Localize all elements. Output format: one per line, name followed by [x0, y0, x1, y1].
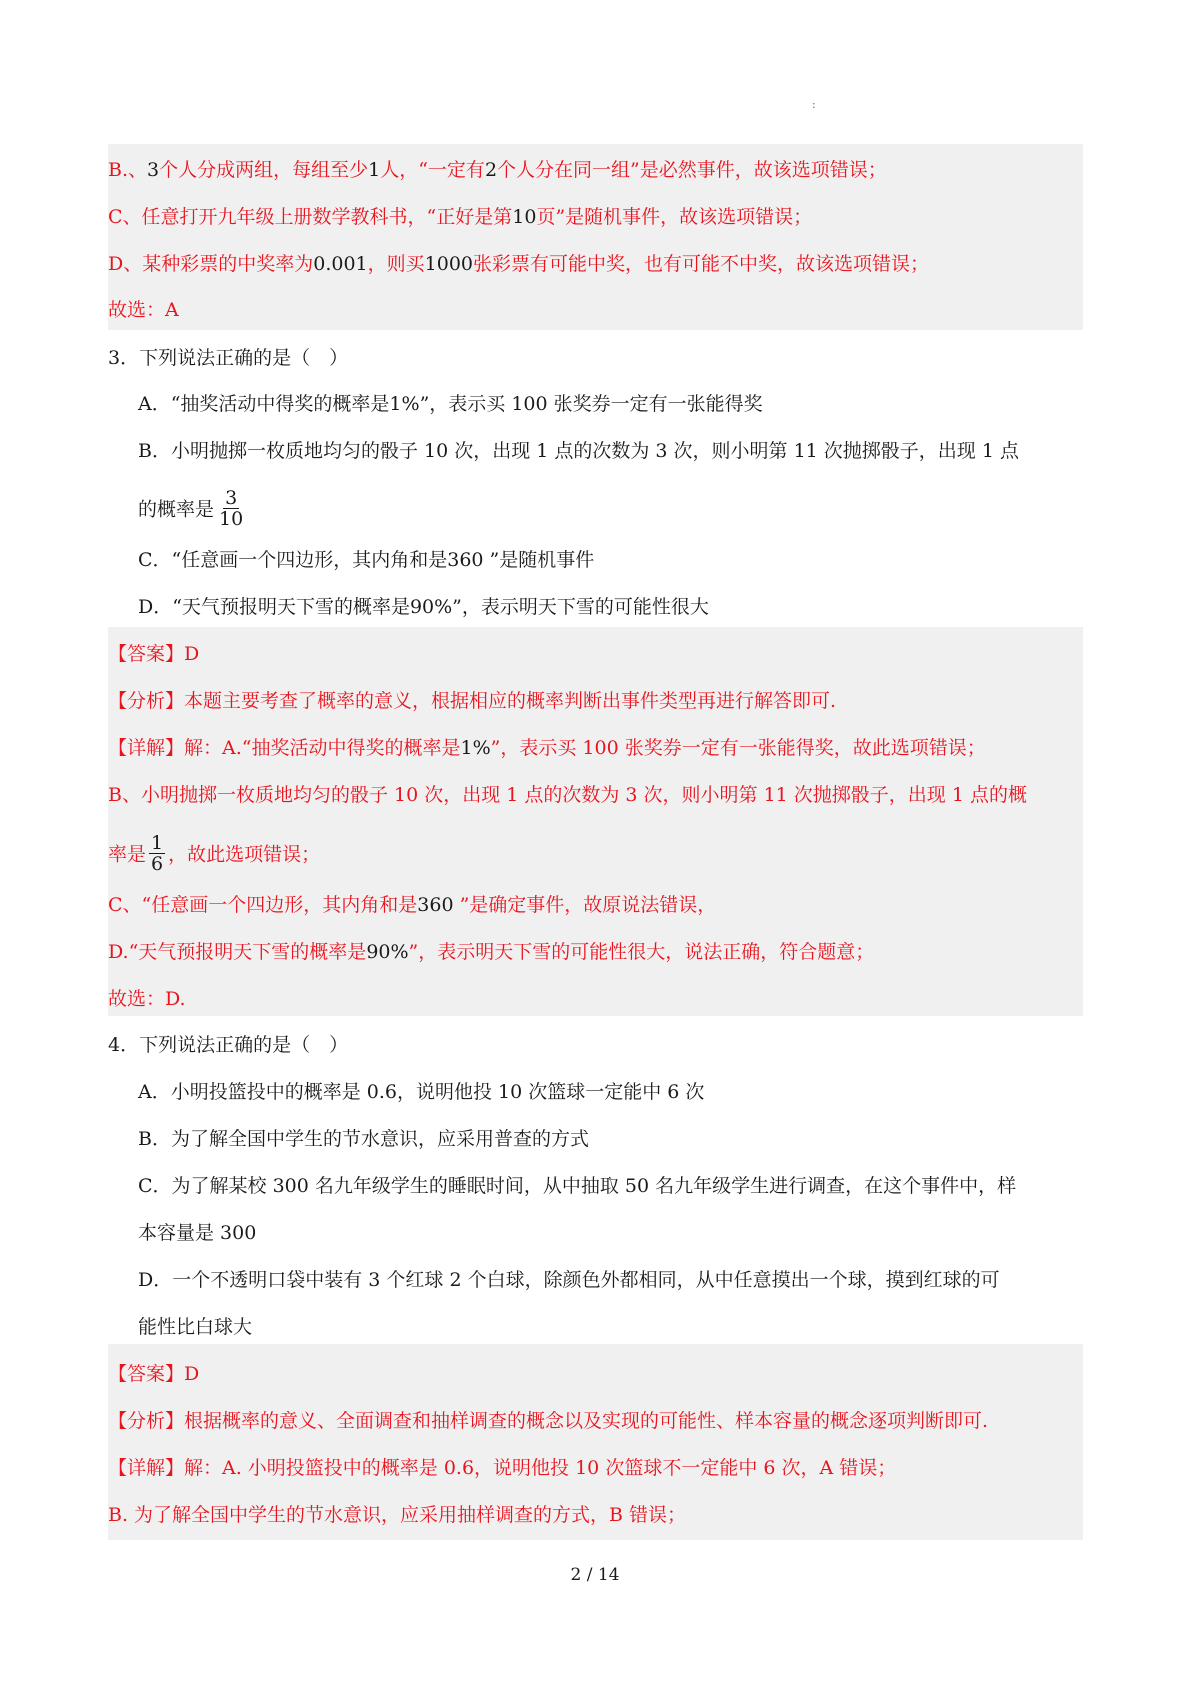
text-fragment: 故选：A — [108, 299, 179, 321]
text-fragment: ”，表示买 100 张奖券一定有一张能得奖，故此选项错误； — [490, 737, 986, 759]
q3-analysis: 【分析】本题主要考查了概率的意义，根据相应的概率判断出事件类型再进行解答即可. — [108, 690, 837, 712]
text-fragment: 10 — [512, 206, 537, 228]
q3-choice: 故选：D. — [108, 988, 186, 1010]
text-fragment: 【详解】解：A.“抽奖活动中得奖的概率是 — [108, 737, 461, 759]
prev-solution-choice — [108, 298, 179, 322]
text-fragment: 人，“一定有 — [380, 159, 485, 181]
q3-option-b-line2 — [138, 487, 248, 531]
q3-detail-d — [108, 940, 874, 964]
text-fragment: ，故此选项错误； — [168, 843, 321, 866]
q4-option-d-line2: 能性比白球大 — [138, 1316, 253, 1338]
header-mark: : — [812, 98, 816, 111]
text-fragment: D、某种彩票的中奖率为 — [108, 253, 314, 275]
text-fragment: 率是 — [108, 843, 147, 866]
q4-detail-b: B. 为了解全国中学生的节水意识，应采用抽样调查的方式，B 错误； — [108, 1504, 687, 1526]
text-fragment: B.、 — [108, 159, 148, 181]
text-fragment: 2 — [484, 159, 498, 181]
q3-option-b-line1: B．小明抛掷一枚质地均匀的骰子 10 次，出现 1 点的次数为 3 次，则小明第 11 次抛掷骰子，出现 1 点 — [138, 440, 1019, 462]
q4-option-b: B．为了解全国中学生的节水意识，应采用普查的方式 — [138, 1128, 589, 1150]
q3-detail-a — [108, 736, 986, 760]
text-fragment: 1% — [460, 737, 491, 759]
q4-stem: 4．下列说法正确的是（ ） — [108, 1034, 349, 1056]
text-fragment: 1000 — [424, 253, 474, 275]
text-fragment: 3 — [147, 159, 160, 181]
text-fragment: 个人分成两组，每组至少 — [159, 159, 369, 181]
text-fragment: 90% — [366, 941, 409, 963]
text-fragment: 的概率是 — [138, 498, 215, 521]
fraction-3-10 — [217, 488, 245, 529]
text-fragment: ”是确定事件，故原说法错误， — [453, 894, 717, 916]
q4-analysis: 【分析】根据概率的意义、全面调查和抽样调查的概念以及实现的可能性、样本容量的概念逐项判断即可. — [108, 1410, 989, 1432]
text-fragment: ”，表示明天下雪的可能性很大，说法正确，符合题意； — [408, 941, 875, 963]
q3-option-c: C．“任意画一个四边形，其内角和是360 ”是随机事件 — [138, 549, 595, 571]
fraction-numerator: 3 — [225, 487, 238, 509]
text-fragment: 0.001 — [313, 253, 368, 275]
q3-detail-b-cont — [108, 832, 321, 876]
text-fragment: 个人分在同一组”是必然事件，故该选项错误； — [497, 159, 887, 181]
q4-option-c-line2: 本容量是 300 — [138, 1222, 257, 1244]
q3-option-a: A．“抽奖活动中得奖的概率是1%”，表示买 100 张奖券一定有一张能得奖 — [138, 393, 763, 415]
q3-answer: 【答案】D — [108, 643, 200, 665]
fraction-denominator: 10 — [219, 508, 244, 530]
text-fragment: 页”是随机事件，故该选项错误； — [536, 206, 813, 228]
text-fragment: 1 — [368, 159, 381, 181]
prev-solution-line-b — [108, 158, 887, 182]
text-fragment: C、“任意画一个四边形，其内角和是 — [108, 894, 418, 916]
text-fragment: ，则买 — [367, 253, 425, 275]
page-number: 2 / 14 — [570, 1565, 620, 1585]
q4-answer: 【答案】D — [108, 1363, 200, 1385]
q4-option-d-line1: D．一个不透明口袋中装有 3 个红球 2 个白球，除颜色外都相同，从中任意摸出一个球，摸到红球的可 — [138, 1269, 1000, 1291]
prev-solution-line-c — [108, 205, 812, 229]
text-fragment: 360 — [417, 894, 454, 916]
text-fragment: D.“天气预报明天下雪的概率是 — [108, 941, 367, 963]
q3-detail-c — [108, 893, 716, 917]
q4-option-a: A．小明投篮投中的概率是 0.6，说明他投 10 次篮球一定能中 6 次 — [138, 1081, 705, 1103]
q3-stem: 3．下列说法正确的是（ ） — [108, 347, 349, 369]
text-fragment: 张彩票有可能中奖，也有可能不中奖，故该选项错误； — [473, 253, 930, 275]
fraction-denominator: 6 — [151, 853, 164, 875]
prev-solution-line-d — [108, 252, 929, 276]
text-fragment: C、任意打开九年级上册数学教科书，“正好是第 — [108, 206, 513, 228]
q3-option-d: D．“天气预报明天下雪的概率是90%”，表示明天下雪的可能性很大 — [138, 596, 709, 618]
q4-detail-a: 【详解】解：A. 小明投篮投中的概率是 0.6，说明他投 10 次篮球不一定能中 6 次，A 错误； — [108, 1457, 897, 1479]
q3-detail-b: B、小明抛掷一枚质地均匀的骰子 10 次，出现 1 点的次数为 3 次，则小明第 11 次抛掷骰子，出现 1 点的概 — [108, 784, 1027, 806]
fraction-numerator: 1 — [151, 832, 164, 854]
q4-option-c-line1: C．为了解某校 300 名九年级学生的睡眠时间，从中抽取 50 名九年级学生进行调查，在这个事件中，样 — [138, 1175, 1017, 1197]
fraction-1-6 — [149, 833, 165, 874]
